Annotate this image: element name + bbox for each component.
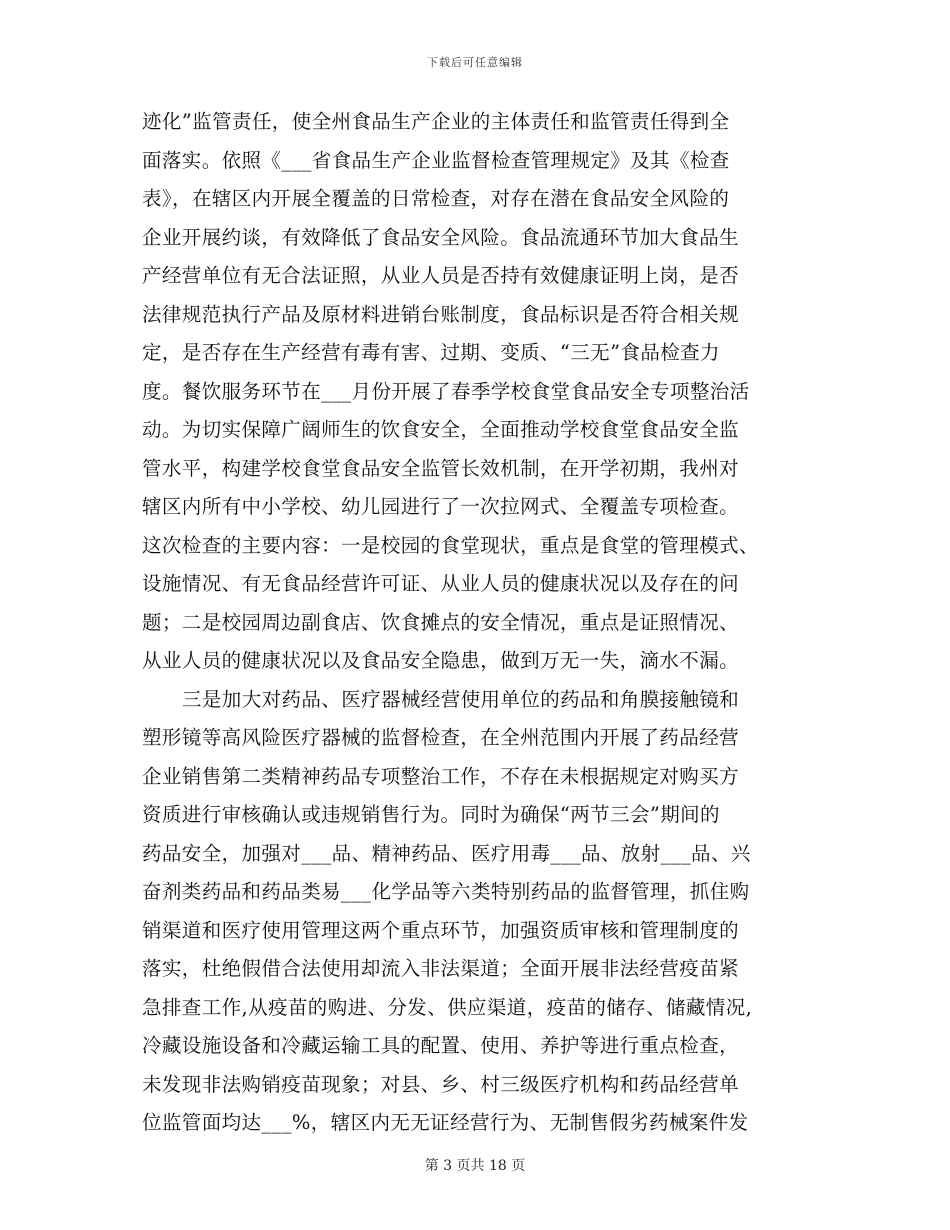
text-line: 冷藏设施设备和冷藏运输工具的配置、使用、养护等进行重点检查，	[142, 1034, 740, 1057]
text-line: 表》，在辖区内开展全覆盖的日常检查，对存在潜在食品安全风险的	[142, 187, 730, 210]
page-number: 第 3 页共 18 页	[424, 1158, 526, 1174]
text-line: 未发现非法购销疫苗现象；对县、乡、村三级医疗机构和药品经营单	[142, 1072, 740, 1096]
text-line: 销渠道和医疗使用管理这两个重点环节，加强资质审核和管理制度的	[142, 918, 740, 942]
text-line: 定，是否存在生产经营有毒有害、过期、变质、“三无”食品检查力	[142, 341, 720, 364]
text-line: 度。餐饮服务环节在___月份开展了春季学校食堂食品安全专项整治活	[142, 379, 750, 403]
text-line: 位监管面均达___%，辖区内无无证经营行为、无制售假劣药械案件发	[142, 1111, 749, 1134]
text-line: 这次检查的主要内容：一是校园的食堂现状，重点是食堂的管理模式、	[142, 533, 759, 557]
text-line: 奋剂类药品和药品类易___化学品等六类特别药品的监督管理，抓住购	[142, 880, 750, 903]
text-line: 资质进行审核确认或违规销售行为。同时为确保“两节三会”期间的	[142, 803, 720, 826]
text-line: 迹化”监管责任，使全州食品生产企业的主体责任和监管责任得到全	[142, 110, 730, 133]
document-body	[142, 103, 802, 1143]
text-line: 题；二是校园周边副食店、饮食摊点的安全情况，重点是证照情况、	[142, 610, 740, 634]
text-line: 药品安全，加强对___品、精神药品、医疗用毒___品、放射___品、兴	[142, 841, 751, 865]
text-line: 面落实。依照《___省食品生产企业监督检查管理规定》及其《检查	[142, 148, 730, 172]
text-line: 产经营单位有无合法证照，从业人员是否持有效健康证明上岗，是否	[142, 264, 740, 287]
text-line: 落实，杜绝假借合法使用却流入非法渠道；全面开展非法经营疫苗紧	[142, 957, 740, 980]
text-line: 设施情况、有无食品经营许可证、从业人员的健康状况以及存在的问	[142, 572, 740, 595]
text-line: 辖区内所有中小学校、幼儿园进行了一次拉网式、全覆盖专项检查。	[142, 495, 740, 518]
text-line: 塑形镜等高风险医疗器械的监督检查，在全州范围内开展了药品经营	[142, 726, 740, 749]
page-header: 下载后可任意编辑	[427, 56, 523, 69]
paragraph-start-line: 三是加大对药品、医疗器械经营使用单位的药品和角膜接触镜和	[182, 687, 740, 711]
text-line: 管水平，构建学校食堂食品安全监管长效机制，在开学初期，我州对	[142, 456, 740, 480]
text-line: 动。为切实保障广阔师生的饮食安全，全面推动学校食堂食品安全监	[142, 418, 740, 441]
text-line: 急排查工作,从疫苗的购进、分发、供应渠道，疫苗的储存、储藏情况,	[142, 995, 753, 1019]
text-line: 企业开展约谈，有效降低了食品安全风险。食品流通环节加大食品生	[142, 225, 740, 249]
text-line: 从业人员的健康状况以及食品安全隐患，做到万无一失，滴水不漏。	[142, 649, 740, 672]
text-line: 企业销售第二类精神药品专项整治工作，不存在未根据规定对购买方	[142, 764, 740, 788]
text-line: 法律规范执行产品及原材料进销台账制度，食品标识是否符合相关规	[142, 302, 740, 326]
